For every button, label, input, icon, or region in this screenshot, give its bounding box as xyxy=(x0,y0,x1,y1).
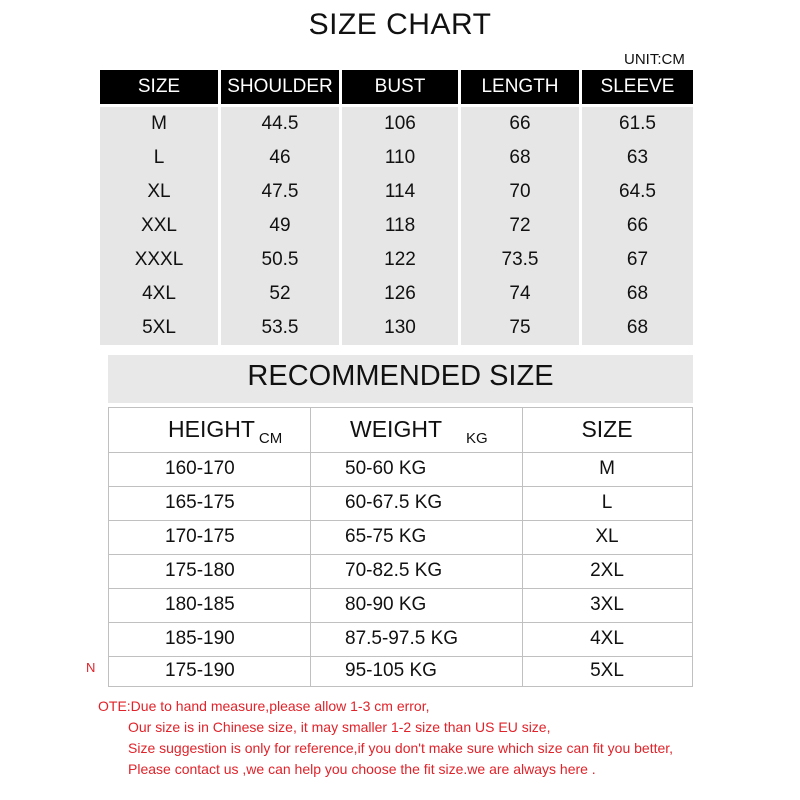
cell-weight: 50-60 KG xyxy=(345,458,427,479)
cell-size: L xyxy=(100,141,218,175)
cell-sleeve: 64.5 xyxy=(582,175,693,209)
cell-weight: 95-105 KG xyxy=(345,660,437,681)
cell-shoulder: 44.5 xyxy=(221,107,339,141)
cell-bust: 106 xyxy=(342,107,458,141)
cell-size: 2XL xyxy=(590,560,624,581)
cell-size: L xyxy=(601,492,613,513)
cell-bust: 110 xyxy=(342,141,458,175)
header-sleeve: SLEEVE xyxy=(582,70,693,104)
cell-size: XL xyxy=(100,175,218,209)
table-row xyxy=(108,588,693,622)
cell-sleeve: 67 xyxy=(582,243,693,277)
cell-size: XL xyxy=(595,526,619,547)
cell-sleeve: 61.5 xyxy=(582,107,693,141)
cell-length: 70 xyxy=(461,175,579,209)
cell-bust: 130 xyxy=(342,311,458,345)
cell-size: M xyxy=(599,458,615,479)
table-row xyxy=(108,554,693,588)
table-row xyxy=(108,622,693,656)
cell-weight: 87.5-97.5 KG xyxy=(345,628,459,649)
header-length: LENGTH xyxy=(461,70,579,104)
cell-shoulder: 46 xyxy=(221,141,339,175)
cell-sleeve: 68 xyxy=(582,311,693,345)
grid-line xyxy=(108,686,693,687)
cell-size: 4XL xyxy=(100,277,218,311)
header-height-unit: CM xyxy=(258,430,283,447)
recommended-size-table xyxy=(108,407,693,687)
cell-weight: 70-82.5 KG xyxy=(345,560,443,581)
cell-height: 175-180 xyxy=(165,560,235,581)
recommended-title: RECOMMENDED SIZE xyxy=(247,360,554,392)
header-shoulder: SHOULDER xyxy=(221,70,339,104)
cell-size: M xyxy=(100,107,218,141)
cell-size: 4XL xyxy=(590,628,624,649)
cell-sleeve: 68 xyxy=(582,277,693,311)
cell-sleeve: 66 xyxy=(582,209,693,243)
cell-height: 175-190 xyxy=(165,660,235,681)
page-title: SIZE CHART xyxy=(308,8,492,41)
table-row xyxy=(108,486,693,520)
cell-shoulder: 49 xyxy=(221,209,339,243)
header-bust: BUST xyxy=(342,70,458,104)
header-weight-group xyxy=(350,407,488,452)
cell-length: 73.5 xyxy=(461,243,579,277)
cell-height: 180-185 xyxy=(165,594,235,615)
table-row xyxy=(108,452,693,486)
cell-size: XXL xyxy=(100,209,218,243)
cell-sleeve: 63 xyxy=(582,141,693,175)
note-n-mark: N xyxy=(86,660,96,675)
cell-height: 170-175 xyxy=(165,526,235,547)
cell-length: 68 xyxy=(461,141,579,175)
header-height-group xyxy=(168,407,282,452)
cell-shoulder: 53.5 xyxy=(221,311,339,345)
cell-bust: 118 xyxy=(342,209,458,243)
cell-length: 72 xyxy=(461,209,579,243)
header-weight: WEIGHT xyxy=(350,416,442,442)
cell-length: 66 xyxy=(461,107,579,141)
unit-label: UNIT:CM xyxy=(624,51,685,68)
cell-weight: 65-75 KG xyxy=(345,526,427,547)
cell-bust: 126 xyxy=(342,277,458,311)
cell-size: 3XL xyxy=(590,594,624,615)
cell-shoulder: 47.5 xyxy=(221,175,339,209)
note-line: Our size is in Chinese size, it may smaller 1-2 size than US EU size, xyxy=(128,719,551,735)
cell-height: 185-190 xyxy=(165,628,235,649)
table-row xyxy=(108,656,693,686)
cell-size: XXXL xyxy=(100,243,218,277)
header-size: SIZE xyxy=(100,70,218,104)
recommended-header-row xyxy=(108,407,693,452)
header-size: SIZE xyxy=(581,416,633,442)
cell-size: 5XL xyxy=(590,660,624,681)
note-line: OTE:Due to hand measure,please allow 1-3 cm error, xyxy=(98,698,430,714)
cell-length: 75 xyxy=(461,311,579,345)
cell-weight: 80-90 KG xyxy=(345,594,427,615)
cell-height: 165-175 xyxy=(165,492,235,513)
note-line: Please contact us ,we can help you choose the fit size.we are always here . xyxy=(128,761,596,777)
header-height: HEIGHT xyxy=(168,416,255,442)
header-weight-unit: KG xyxy=(466,430,488,447)
cell-height: 160-170 xyxy=(165,458,235,479)
cell-shoulder: 50.5 xyxy=(221,243,339,277)
table-row xyxy=(108,520,693,554)
cell-weight: 60-67.5 KG xyxy=(345,492,443,513)
cell-bust: 114 xyxy=(342,175,458,209)
cell-bust: 122 xyxy=(342,243,458,277)
note-line: Size suggestion is only for reference,if you don't make sure which size can fit you better, xyxy=(128,740,674,756)
cell-length: 74 xyxy=(461,277,579,311)
cell-size: 5XL xyxy=(100,311,218,345)
cell-shoulder: 52 xyxy=(221,277,339,311)
